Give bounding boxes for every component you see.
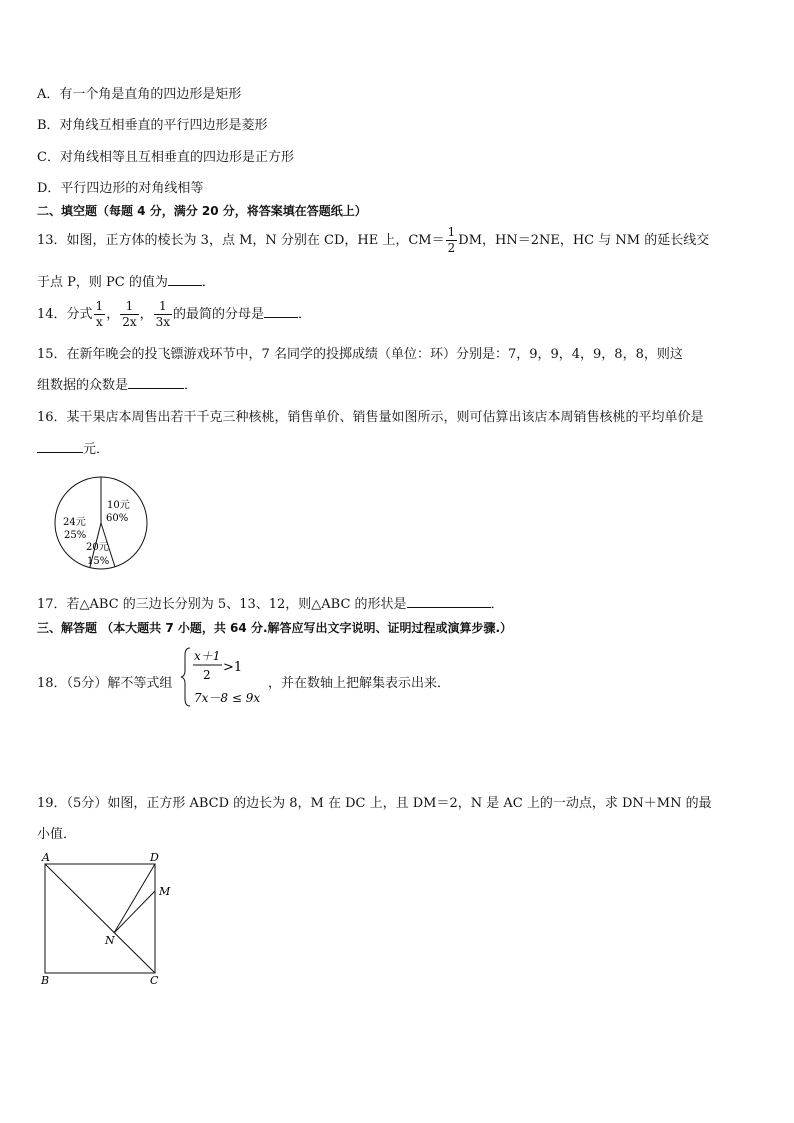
- ineq1-relation: >1: [223, 660, 243, 675]
- label-d: D: [150, 851, 159, 864]
- q14-f2-den: 2x: [122, 315, 137, 329]
- pie-slice-2-percent: 25%: [64, 530, 87, 541]
- answer-blank-15[interactable]: [128, 378, 184, 389]
- label-m: M: [159, 885, 171, 898]
- label-b: B: [41, 974, 50, 987]
- q14-end: ．: [298, 307, 312, 322]
- ineq1-denominator: 2: [203, 668, 211, 682]
- q14-sep-1: ，: [106, 307, 120, 322]
- q14-f2-num: 1: [120, 299, 138, 315]
- square-figure: [30, 848, 180, 993]
- answer-blank-14[interactable]: [264, 307, 298, 318]
- q14-sep-2: ，: [139, 307, 153, 322]
- q15-end: ．: [184, 378, 198, 393]
- pie-slice-1-percent: 60%: [106, 513, 129, 524]
- q14-f1-num: 1: [95, 299, 104, 313]
- q13-frac-num: 1: [447, 225, 456, 239]
- q17-text: 17．若△ABC 的三边长分别为 5、13、12，则△ABC 的形状是: [37, 597, 407, 612]
- question-15: 15．在新年晚会的投飞镖游戏环节中，7 名同学的投掷成绩（单位：环）分别是：7，9，9，4，9，8，8，则这: [37, 347, 683, 362]
- pie-slice-1-price: 10元: [107, 500, 130, 511]
- pie-slice-3-price: 20元: [86, 542, 109, 553]
- question-15-line2: [37, 374, 197, 393]
- label-c: C: [150, 974, 159, 987]
- question-19: 19．（5分）如图，正方形 ABCD 的边长为 8，M 在 DC 上，且 DM＝2，N 是 AC 上的一动点，求 DN＋MN 的最: [37, 796, 712, 811]
- answer-blank-13[interactable]: [168, 275, 202, 286]
- q13-text-pre: 13．如图，正方体的棱长为 3，点 M，N 分别在 CD，HE 上，CM＝: [37, 233, 445, 248]
- label-n: N: [105, 934, 115, 947]
- q14-f1-den: x: [95, 315, 103, 329]
- question-18-post: ，并在数轴上把解集表示出来．: [268, 676, 451, 691]
- inequality-system: [180, 645, 270, 709]
- ineq2: 7x－8 ≤ 9x: [194, 691, 261, 705]
- question-13: [37, 224, 709, 258]
- q14-text-post: 的最简的分母是: [173, 307, 265, 322]
- question-19-line2: 小值．: [37, 827, 77, 842]
- q13-end: ．: [201, 275, 215, 290]
- pie-slice-3-percent: 15%: [87, 556, 110, 567]
- option-c: C．对角线相等且互相垂直的四边形是正方形: [37, 150, 294, 165]
- left-brace: [181, 648, 190, 706]
- segment-mn: [114, 891, 155, 933]
- q14-fraction-3: [154, 299, 172, 330]
- answer-blank-16[interactable]: [37, 442, 83, 453]
- q16-end: 元．: [83, 442, 110, 457]
- q14-fraction-2: [120, 299, 138, 330]
- answer-blank-17[interactable]: [407, 597, 491, 608]
- q13-fraction: [446, 225, 458, 256]
- question-13-line2: [37, 271, 215, 290]
- pie-slice-2-price: 24元: [63, 517, 86, 528]
- diagonal-ac: [45, 864, 155, 973]
- ineq1-numerator: x＋1: [194, 649, 221, 663]
- option-a: A．有一个角是直角的四边形是矩形: [37, 87, 242, 102]
- q17-end: ．: [490, 597, 504, 612]
- label-a: A: [42, 851, 50, 864]
- question-14: [37, 296, 311, 334]
- segment-dn: [114, 864, 155, 933]
- q14-text-pre: 14．分式: [37, 307, 93, 322]
- section-2-title: 二、填空题（每题 4 分，满分 20 分，将答案填在答题纸上）: [37, 204, 367, 218]
- q14-fraction-1: [94, 299, 106, 330]
- q13-line2-text: 于点 P，则 PC 的值为: [37, 275, 168, 290]
- section-3-title: 三、解答题 （本大题共 7 小题，共 64 分.解答应写出文字说明、证明过程或演算步骤.）: [37, 621, 513, 635]
- q13-text-post: DM，HN＝2NE，HC 与 NM 的延长线交: [458, 233, 710, 248]
- question-17: [37, 593, 504, 612]
- question-16: 16．某干果店本周售出若干千克三种核桃，销售单价、销售量如图所示，则可估算出该店本周销售核桃的平均单价是: [37, 410, 704, 425]
- option-d: D．平行四边形的对角线相等: [37, 181, 204, 196]
- question-18-pre: 18．（5分）解不等式组: [37, 676, 173, 691]
- question-16-line2: [37, 438, 109, 457]
- q14-f3-den: 3x: [155, 315, 171, 329]
- q14-f3-num: 1: [154, 299, 172, 315]
- q15-line2-text: 组数据的众数是: [37, 378, 129, 393]
- q13-frac-den: 2: [447, 241, 456, 255]
- pie-chart: [50, 476, 154, 572]
- option-b: B．对角线互相垂直的平行四边形是菱形: [37, 118, 268, 133]
